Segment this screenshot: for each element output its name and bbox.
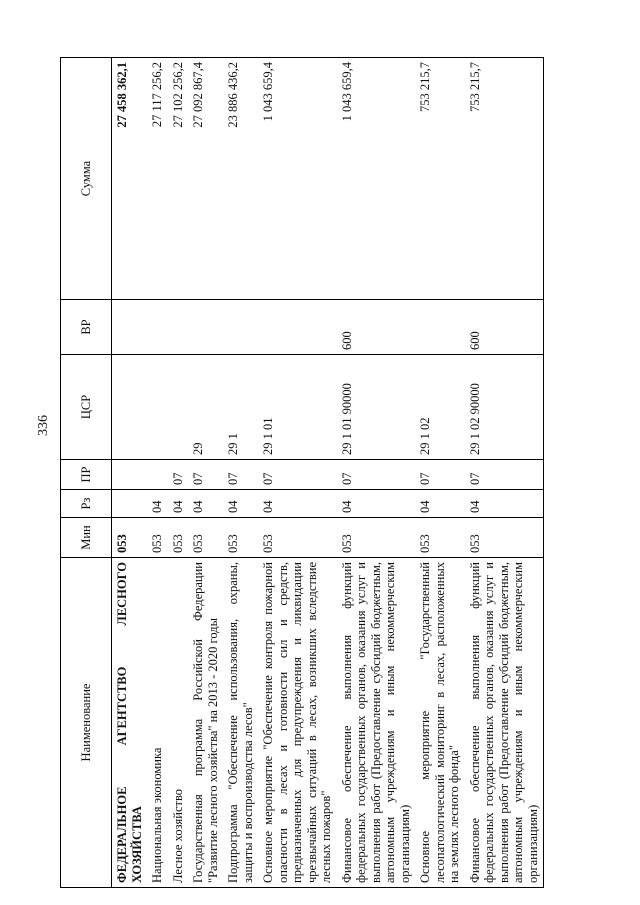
cell-vr — [112, 300, 148, 355]
cell-pr: 07 — [415, 460, 465, 490]
cell-csr: 29 1 — [223, 355, 258, 460]
table-row — [188, 58, 223, 888]
table-row — [258, 58, 337, 888]
table-row — [168, 58, 189, 888]
cell-pr: 07 — [258, 460, 337, 490]
cell-vr: 600 — [465, 300, 544, 355]
cell-name: Лесное хозяйство — [168, 558, 189, 888]
table-row — [415, 58, 465, 888]
cell-rz: 04 — [147, 490, 168, 518]
table-row — [337, 58, 416, 888]
cell-name: Основное мероприятие "Обеспечение контроля пожарной опасности в лесах и готовности сил и средств, предназначенных для предупреждения и ликвидации чрезвычайных ситуаций в лесах, возникших вследствие лесных пожаров" — [258, 558, 337, 888]
cell-sum: 1 043 659,4 — [258, 58, 337, 300]
cell-min: 053 — [223, 518, 258, 558]
header-rz: Рз — [61, 490, 112, 518]
cell-pr — [112, 460, 148, 490]
cell-name: Подпрограмма "Обеспечение использования, охраны, защиты и воспроизводства лесов" — [223, 558, 258, 888]
cell-csr: 29 1 02 90000 — [465, 355, 544, 460]
header-vr: ВР — [61, 300, 112, 355]
cell-rz: 04 — [258, 490, 337, 518]
cell-sum: 753 215,7 — [415, 58, 465, 300]
cell-csr — [147, 355, 168, 460]
cell-rz — [112, 490, 148, 518]
cell-vr — [258, 300, 337, 355]
cell-pr — [147, 460, 168, 490]
cell-csr — [168, 355, 189, 460]
cell-csr — [112, 355, 148, 460]
cell-vr — [147, 300, 168, 355]
cell-sum: 753 215,7 — [465, 58, 544, 300]
cell-vr — [168, 300, 189, 355]
cell-name: Основное мероприятие "Государственный лесопатологический мониторинг в лесах, расположенных на землях лесного фонда" — [415, 558, 465, 888]
cell-pr: 07 — [223, 460, 258, 490]
cell-min: 053 — [168, 518, 189, 558]
cell-rz: 04 — [337, 490, 416, 518]
table-row — [223, 58, 258, 888]
cell-min: 053 — [337, 518, 416, 558]
cell-min: 053 — [415, 518, 465, 558]
cell-sum: 27 092 867,4 — [188, 58, 223, 300]
cell-csr: 29 1 01 — [258, 355, 337, 460]
cell-vr — [415, 300, 465, 355]
cell-min: 053 — [147, 518, 168, 558]
cell-vr — [223, 300, 258, 355]
header-name: Наименование — [61, 558, 112, 888]
cell-rz: 04 — [223, 490, 258, 518]
budget-table-sheet — [60, 58, 602, 888]
cell-pr: 07 — [188, 460, 223, 490]
cell-pr: 07 — [337, 460, 416, 490]
cell-min: 053 — [112, 518, 148, 558]
cell-name: Финансовое обеспечение выполнения функций федеральных государственных органов, оказания услуг и выполнения работ (Предоставление субсидий бюджетным, автономным учреждениям и иным некоммерческим организациям) — [465, 558, 544, 888]
table-row — [112, 58, 148, 888]
cell-sum: 27 458 362,1 — [112, 58, 148, 300]
table-header-row — [61, 58, 112, 888]
cell-vr: 600 — [337, 300, 416, 355]
cell-sum: 23 886 436,2 — [223, 58, 258, 300]
cell-rz: 04 — [415, 490, 465, 518]
cell-name: Финансовое обеспечение выполнения функций федеральных государственных органов, оказания услуг и выполнения работ (Предоставление субсидий бюджетным, автономным учреждениям и иным некоммерческим организациям) — [337, 558, 416, 888]
cell-name: Национальная экономика — [147, 558, 168, 888]
cell-pr: 07 — [168, 460, 189, 490]
cell-name: Государственная программа Российской Федерации "Развитие лесного хозяйства" на 2013 - 2020 годы — [188, 558, 223, 888]
cell-rz: 04 — [188, 490, 223, 518]
page-number-text: 336 — [36, 415, 51, 436]
cell-name: ФЕДЕРАЛЬНОЕ АГЕНТСТВО ЛЕСНОГО ХОЗЯЙСТВА — [112, 558, 148, 888]
cell-csr: 29 1 02 — [415, 355, 465, 460]
header-sum: Сумма — [61, 58, 112, 300]
cell-sum: 27 102 256,2 — [168, 58, 189, 300]
table-row — [147, 58, 168, 888]
cell-sum: 1 043 659,4 — [337, 58, 416, 300]
cell-sum: 27 117 256,2 — [147, 58, 168, 300]
cell-vr — [188, 300, 223, 355]
cell-rz: 04 — [465, 490, 544, 518]
cell-rz: 04 — [168, 490, 189, 518]
cell-min: 053 — [258, 518, 337, 558]
cell-csr: 29 1 01 90000 — [337, 355, 416, 460]
cell-min: 053 — [188, 518, 223, 558]
cell-pr: 07 — [465, 460, 544, 490]
table-row — [465, 58, 544, 888]
cell-csr: 29 — [188, 355, 223, 460]
header-csr: ЦСР — [61, 355, 112, 460]
header-pr: ПР — [61, 460, 112, 490]
cell-min: 053 — [465, 518, 544, 558]
budget-table — [60, 57, 544, 888]
header-min: Мин — [61, 518, 112, 558]
